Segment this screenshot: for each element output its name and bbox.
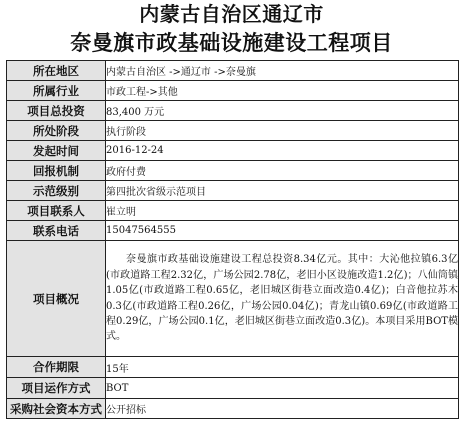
project-info-table [6, 60, 459, 419]
table-row [7, 399, 459, 419]
row-value-return-mechanism: 政府付费 [106, 161, 459, 181]
row-value-procurement-method: 公开招标 [106, 399, 459, 419]
row-label-stage: 所处阶段 [7, 121, 106, 141]
page-title-line1: 内蒙古自治区通辽市 [139, 2, 324, 26]
row-value-overview: 奈曼旗市政基础设施建设工程总投资8.34亿元。其中：大沁他拉镇6.3亿(市政道路工程2.32亿，广场公园2.78亿，老旧小区设施改造1.2亿)；八仙筒镇1.05亿(市政道路工程0.65亿，老旧城区街巷立面改造0.4亿)；白音他拉苏木0.3亿(市政道路工程0.26亿，广场公园0.04亿)；青龙山镇0.69亿(市政道路工程0.29亿，广场公园0.1亿，老旧城区街巷立面改造0.3亿)。本项目采用BOT模式。 [106, 241, 459, 357]
row-value-industry: 市政工程->其他 [106, 81, 459, 101]
row-value-cooperation-term: 15年 [106, 357, 459, 378]
table-row [7, 181, 459, 201]
row-label-operation-mode: 项目运作方式 [7, 378, 106, 399]
row-label-total-investment: 项目总投资 [7, 101, 106, 121]
table-row [7, 378, 459, 399]
table-row [7, 357, 459, 378]
row-label-demo-level: 示范级别 [7, 181, 106, 201]
table-row [7, 161, 459, 181]
table-row [7, 81, 459, 101]
table-row [7, 61, 459, 81]
row-label-industry: 所属行业 [7, 81, 106, 101]
table-row [7, 141, 459, 161]
table-row [7, 121, 459, 141]
row-label-return-mechanism: 回报机制 [7, 161, 106, 181]
row-value-total-investment: 83,400 万元 [106, 101, 459, 121]
row-value-demo-level: 第四批次省级示范项目 [106, 181, 459, 201]
row-label-phone: 联系电话 [7, 221, 106, 241]
row-value-stage: 执行阶段 [106, 121, 459, 141]
row-label-contact-person: 项目联系人 [7, 201, 106, 221]
page-title-line2: 奈曼旗市政基础设施建设工程项目 [70, 30, 393, 55]
table-row [7, 221, 459, 241]
row-label-cooperation-term: 合作期限 [7, 357, 106, 378]
row-value-operation-mode: BOT [106, 378, 459, 399]
row-value-contact-person: 崔立明 [106, 201, 459, 221]
row-label-procurement-method: 采购社会资本方式 [7, 399, 106, 419]
table-row [7, 101, 459, 121]
row-label-launch-date: 发起时间 [7, 141, 106, 161]
row-label-overview: 项目概况 [7, 241, 106, 357]
row-value-launch-date: 2016-12-24 [106, 141, 459, 161]
row-value-phone: 15047564555 [106, 221, 459, 241]
table-row [7, 241, 459, 357]
table-row [7, 201, 459, 221]
row-label-region: 所在地区 [7, 61, 106, 81]
row-value-region: 内蒙古自治区 ->通辽市 ->奈曼旗 [106, 61, 459, 81]
